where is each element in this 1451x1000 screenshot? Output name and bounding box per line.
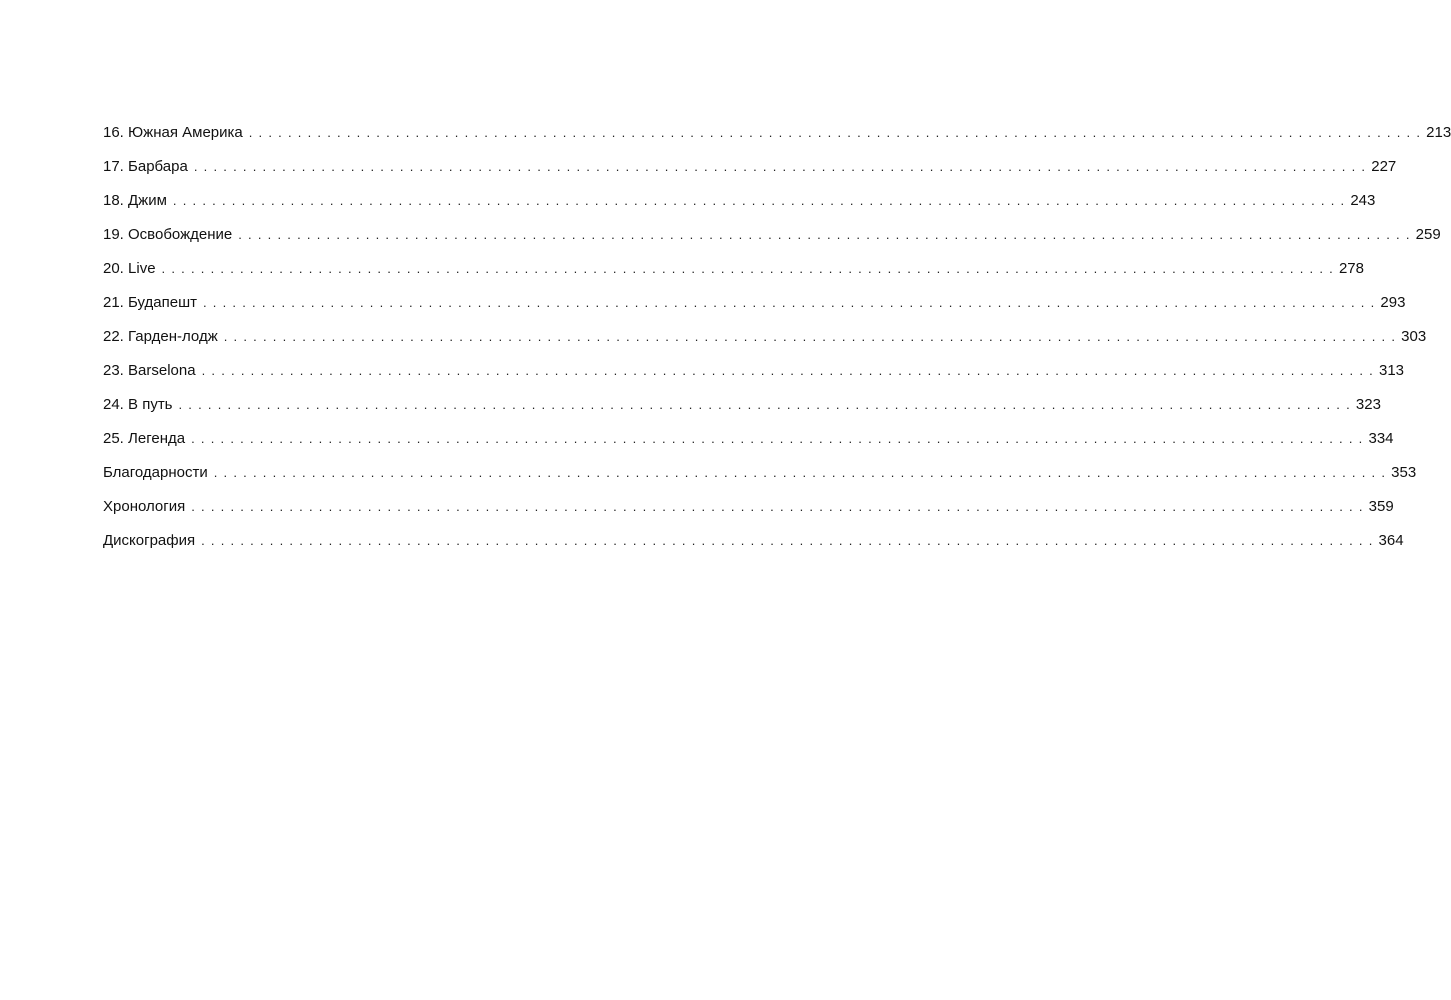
toc-entry-title: 16. Южная Америка [103,124,243,141]
toc-entry-page: 353 [1391,464,1417,481]
toc-entry [103,259,1364,293]
toc-entry-page: 243 [1350,192,1376,209]
toc-leader-dots: ........................................................................................................................ [203,295,1381,310]
toc-entry-title: 24. В путь [103,396,173,413]
toc-entry-page: 259 [1415,226,1441,243]
toc-entry [103,531,1404,565]
toc-entry-page: 323 [1355,396,1381,413]
toc-entry-page: 313 [1379,362,1405,379]
toc-leader-dots: ........................................................................................................................ [248,125,1427,140]
toc-entry-title: 25. Легенда [103,430,186,447]
toc-leader-dots: ........................................................................................................................ [178,397,1356,412]
toc-entry-title: Хронология [103,498,186,515]
toc-entry-page: 293 [1380,294,1406,311]
toc-leader-dots: ........................................................................................................................ [193,159,1372,174]
toc-leader-dots: ........................................................................................................................ [201,363,1379,378]
toc-entry-title: 17. Барбара [103,158,188,175]
toc-entry [103,123,1451,157]
toc-entry-page: 278 [1338,260,1364,277]
toc-entry-page: 213 [1426,124,1451,141]
table-of-contents [103,123,1451,565]
toc-leader-dots: ........................................................................................................................ [238,227,1416,242]
toc-entry-title: 21. Будапешт [103,294,197,311]
toc-entry-title: Благодарности [103,464,208,481]
toc-entry-title: 19. Освобождение [103,226,233,243]
toc-entry-page: 334 [1368,430,1394,447]
toc-entry-title: 23. Barselona [103,362,196,379]
toc-entry [103,191,1376,225]
toc-entry-title: 22. Гарден-лодж [103,328,218,345]
toc-leader-dots: ........................................................................................................................ [191,499,1369,514]
toc-entry-page: 364 [1378,532,1404,549]
toc-entry-page: 227 [1371,158,1397,175]
toc-entry [103,293,1406,327]
toc-leader-dots: ........................................................................................................................ [161,261,1339,276]
toc-leader-dots: ........................................................................................................................ [191,431,1369,446]
toc-entry [103,395,1381,429]
toc-entry-page: 303 [1401,328,1427,345]
toc-entry [103,429,1394,463]
toc-entry [103,361,1405,395]
toc-entry-page: 359 [1368,498,1394,515]
toc-leader-dots: ........................................................................................................................ [213,465,1392,480]
toc-leader-dots: ........................................................................................................................ [201,533,1379,548]
toc-entry [103,463,1417,497]
toc-entry [103,225,1441,259]
toc-entry-title: 18. Джим [103,192,167,209]
toc-entry [103,497,1394,531]
toc-entry [103,327,1427,361]
toc-entry [103,157,1397,191]
toc-leader-dots: ........................................................................................................................ [223,329,1402,344]
toc-entry-title: 20. Live [103,260,156,277]
toc-leader-dots: ........................................................................................................................ [172,193,1351,208]
toc-entry-title: Дискография [103,532,196,549]
